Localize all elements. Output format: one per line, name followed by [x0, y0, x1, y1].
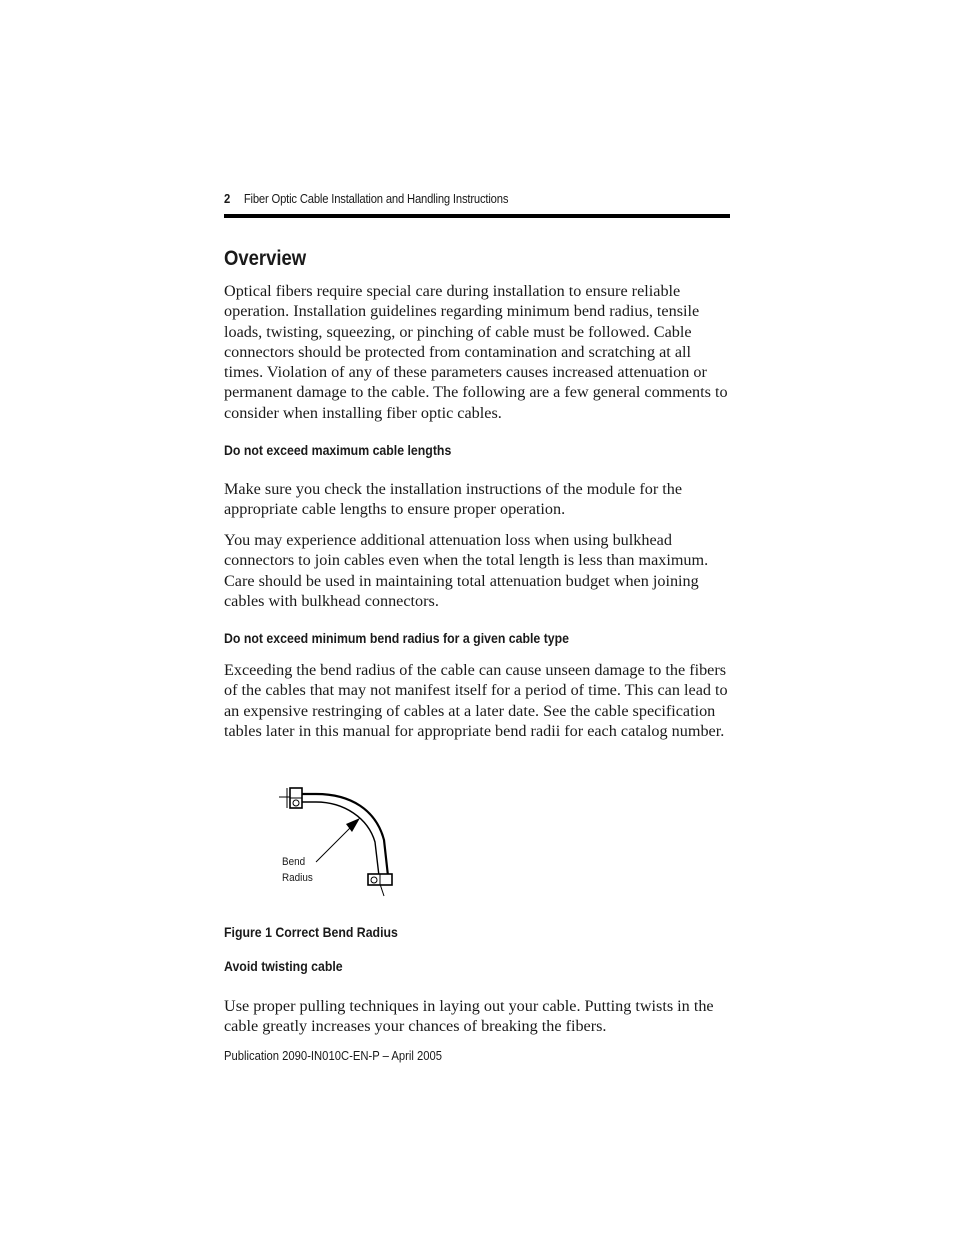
- top-clamp: [287, 788, 302, 808]
- figure-caption: Figure 1 Correct Bend Radius: [224, 924, 398, 940]
- twist-paragraph: Use proper pulling techniques in laying out your cable. Putting twists in the cable greatly increases your chances of breaking the fibers.: [224, 997, 714, 1036]
- heading-avoid-twisting: Avoid twisting cable: [224, 958, 343, 974]
- running-title: Fiber Optic Cable Installation and Handling Instructions: [243, 192, 509, 206]
- bend-paragraph: Exceeding the bend radius of the cable can cause unseen damage to the fibers of the cables that may not manifest itself for a period of time. This can lead to an expensive restringing of cables at a later date. See the cable specification tables later in this manual for appropriate bend radii for each catalog number.: [224, 661, 728, 740]
- bottom-clamp: [368, 874, 392, 885]
- bend-label-line1: Bend: [282, 856, 306, 868]
- radius-pointer-line: [316, 824, 354, 862]
- heading-max-cable-lengths: Do not exceed maximum cable lengths: [224, 442, 452, 458]
- bend-label-line2: Radius: [282, 872, 313, 884]
- heading-min-bend-radius: Do not exceed minimum bend radius for a given cable type: [224, 630, 570, 646]
- lengths-paragraph-1: Make sure you check the installation instructions of the module for the appropriate cable lengths to ensure proper operation.: [224, 480, 683, 519]
- page-number: 2: [224, 192, 231, 206]
- header-rule: [224, 214, 730, 218]
- running-header: [224, 192, 679, 206]
- lengths-paragraph-2: You may experience additional attenuation loss when using bulkhead connectors to join cables even when the total length is less than maximum. Care should be used in maintaining total attenuation budget when joining cables with bulkhead connectors.: [224, 531, 709, 610]
- overview-paragraph: Optical fibers require special care during installation to ensure reliable operation. Installation guidelines regarding minimum bend radius, tensile loads, twisting, squeezing, or pinching of cable must be followed. Cable connectors should be protected from contamination and scratching at all times. Violation of any of these parameters causes increased attenuation or permanent damage to the cable. The following are a few general comments to consider when installing fiber optic cables.: [224, 282, 728, 422]
- section-title-overview: Overview: [224, 247, 307, 270]
- bend-radius-figure: [276, 780, 456, 904]
- bend-radius-label: [282, 854, 313, 886]
- publication-footer: Publication 2090-IN010C-EN-P – April 2005: [224, 1049, 443, 1063]
